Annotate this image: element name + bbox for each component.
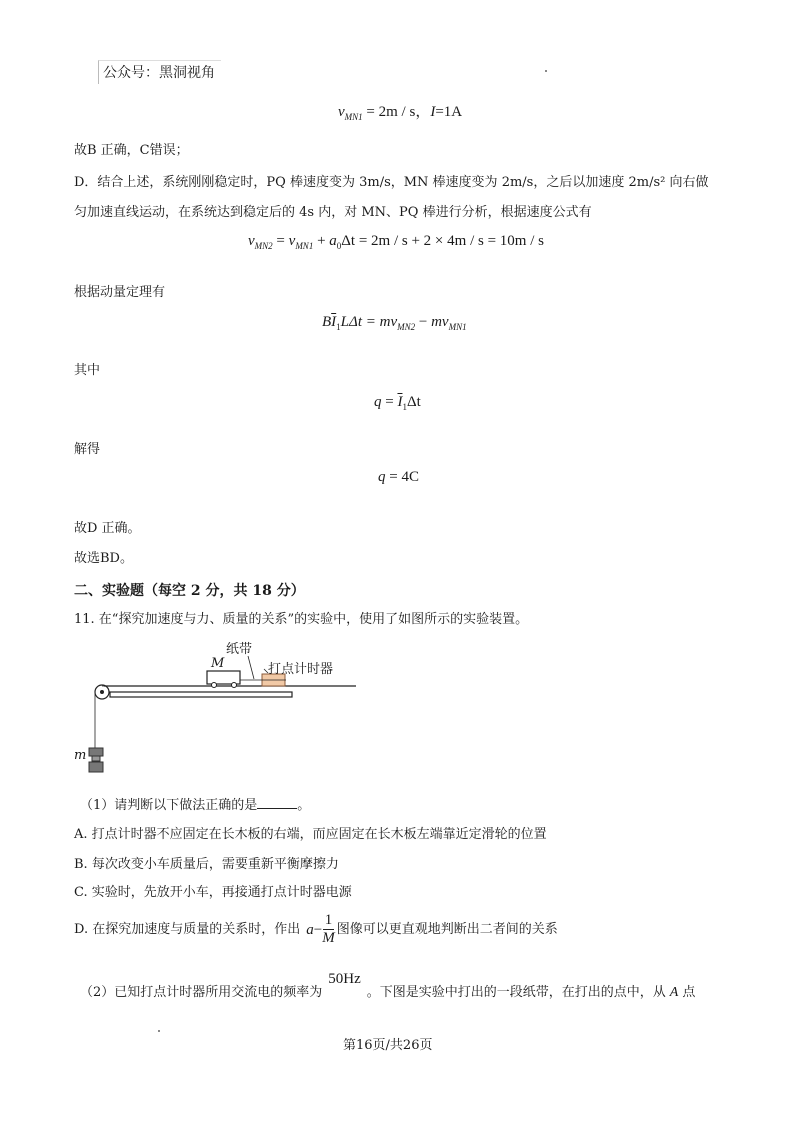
conclusion-bc: 故B 正确，C错误； xyxy=(74,143,189,158)
equation-charge: $q = \overline{I}_1\Delta t$ xyxy=(374,394,421,412)
momentum-label: 根据动量定理有 xyxy=(74,285,166,300)
where-label: 其中 xyxy=(74,363,101,378)
apparatus-figure xyxy=(74,636,364,786)
scan-dot xyxy=(158,1030,160,1032)
question-11-part-1: （1）请判断以下做法正确的是 。 xyxy=(80,798,311,813)
solve-label: 解得 xyxy=(74,442,101,457)
option-b: B. 每次改变小车质量后，需要重新平衡摩擦力 xyxy=(74,857,339,872)
label-cart-mass: M xyxy=(211,656,225,671)
option-d: D. 在探究加速度与质量的关系时，作出 a− $\frac{1}{M}$ 图像可以更直观地判断出二者间的关系 xyxy=(74,912,558,946)
question-11-part-2: （2）已知打点计时器所用交流电的频率为 50Hz 。下图是实验中打出的一段纸带，在打出的点中，从 A 点 xyxy=(80,971,696,1000)
equation-v-mn1: $v_{MN1} = 2m / s$，I=1A xyxy=(338,104,463,122)
scan-dot xyxy=(545,70,547,72)
option-c: C. 实验时，先放开小车，再接通打点计时器电源 xyxy=(74,885,352,900)
label-timer: 打点计时器 xyxy=(268,662,334,677)
conclusion-d: 故D 正确。 xyxy=(74,521,141,536)
label-tape: 纸带 xyxy=(226,642,253,657)
equation-momentum: $B\overline{I}_1L\Delta t = mv_{MN2} - mv_{MN1}$ xyxy=(322,314,467,332)
section-title: 二、实验题（每空 2 分，共 18 分） xyxy=(74,583,305,599)
page-footer: 第16页/共26页 xyxy=(343,1038,433,1053)
paragraph-d-line1: D．结合上述，系统刚刚稳定时，PQ 棒速度变为 3m/s，MN 棒速度变为 2m/s，之后以加速度 2m/s² 向右做 xyxy=(74,175,709,190)
option-a: A. 打点计时器不应固定在长木板的右端，而应固定在长木板左端靠近定滑轮的位置 xyxy=(74,827,547,842)
paragraph-d-line2: 匀加速直线运动，在系统达到稳定后的 4s 内，对 MN、PQ 棒进行分析，根据速度公式有 xyxy=(74,205,592,220)
fraction-one-over-m: $\frac{1}{M}$ xyxy=(322,912,335,946)
final-choice: 故选BD。 xyxy=(74,551,133,566)
watermark-label: 公众号：黑洞视角 xyxy=(98,60,221,84)
question-11: 11. 在“探究加速度与力、质量的关系”的实验中，使用了如图所示的实验装置。 xyxy=(74,612,529,627)
equation-velocity: $v_{MN2} = v_{MN1} + a_0\Delta t = 2m / s + 2 \times 4m / s = 10m / s$ xyxy=(248,233,544,251)
answer-blank xyxy=(257,796,297,809)
label-hanging-mass: m xyxy=(74,748,87,763)
equation-result: q = 4C xyxy=(378,469,419,485)
